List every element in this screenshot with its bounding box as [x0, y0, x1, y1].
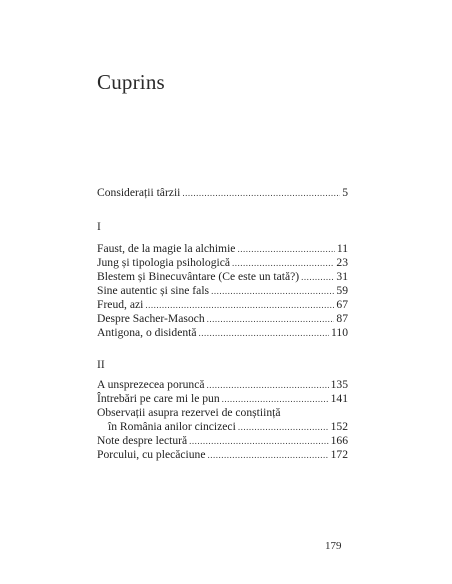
section-heading-1: I — [97, 220, 101, 233]
toc-entry — [97, 392, 348, 406]
entry-label: Porcului, cu plecăciune — [97, 448, 206, 461]
dot-leader — [301, 270, 334, 284]
toc-entry — [97, 420, 348, 434]
entry-page: 166 — [330, 434, 348, 447]
toc-entry — [97, 434, 348, 448]
dot-leader — [232, 256, 334, 270]
page-number: 179 — [325, 540, 342, 552]
entry-page: 110 — [331, 326, 348, 339]
entry-page: 172 — [330, 448, 348, 461]
entry-label: Antigona, o disidentă — [97, 326, 197, 339]
toc-entry — [97, 242, 348, 256]
toc-entry — [97, 448, 348, 462]
toc-entry — [97, 186, 348, 200]
dot-leader — [208, 448, 329, 462]
dot-leader — [207, 312, 335, 326]
entry-page: 5 — [342, 186, 348, 199]
toc-entry — [97, 256, 348, 270]
entry-label: Faust, de la magie la alchimie — [97, 242, 236, 255]
entry-page: 31 — [336, 270, 348, 283]
entry-page: 67 — [336, 298, 348, 311]
dot-leader — [189, 434, 328, 448]
entry-page: 59 — [336, 284, 348, 297]
entry-label: Freud, azi — [97, 298, 144, 311]
dot-leader — [199, 326, 330, 340]
toc-entry — [97, 312, 348, 326]
entry-label: Considerații târzii — [97, 186, 181, 199]
entry-label: Jung și tipologia psihologică — [97, 256, 230, 269]
dot-leader — [182, 186, 340, 200]
dot-leader — [211, 284, 334, 298]
entry-label: A unsprezecea poruncă — [97, 378, 205, 391]
entry-label: Blestem și Binecuvântare (Ce este un tată?) — [97, 270, 300, 283]
entry-page: 135 — [330, 378, 348, 391]
entry-page: 152 — [330, 420, 348, 433]
entry-label-line2: în România anilor cincizeci — [108, 420, 236, 433]
dot-leader — [222, 392, 329, 406]
entry-label-line1: Observații asupra rezervei de conștiință — [97, 406, 281, 419]
dot-leader — [207, 378, 329, 392]
section-heading-2: II — [97, 358, 105, 371]
toc-entry — [97, 270, 348, 284]
toc-entry — [97, 326, 348, 340]
dot-leader — [145, 298, 334, 312]
entry-label: Despre Sacher-Masoch — [97, 312, 205, 325]
dot-leader — [237, 242, 334, 256]
entry-label: Note despre lectură — [97, 434, 188, 447]
page-title: Cuprins — [97, 70, 165, 94]
entry-label: Întrebări pe care mi le pun — [97, 392, 220, 405]
entry-page: 23 — [336, 256, 348, 269]
toc-entry — [97, 378, 348, 392]
toc-section-2 — [97, 378, 348, 462]
dot-leader — [238, 420, 329, 434]
entry-page: 87 — [336, 312, 348, 325]
toc-intro — [97, 186, 348, 200]
entry-page: 11 — [336, 242, 348, 255]
toc-entry — [97, 298, 348, 312]
toc-section-1 — [97, 242, 348, 340]
toc-entry — [97, 284, 348, 298]
entry-label: Sine autentic și sine fals — [97, 284, 210, 297]
entry-page: 141 — [330, 392, 348, 405]
